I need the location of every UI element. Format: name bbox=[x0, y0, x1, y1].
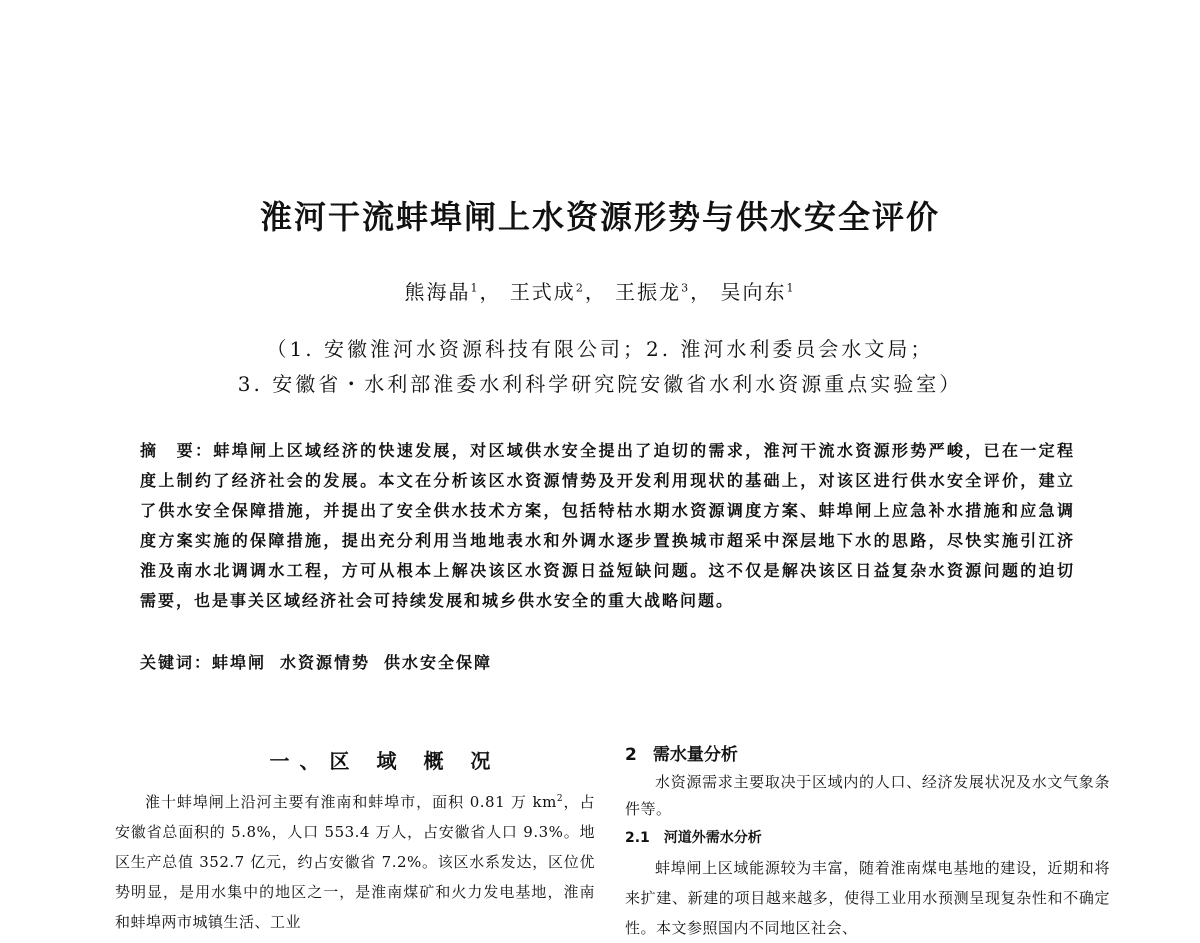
subsection-heading bbox=[625, 823, 1110, 853]
left-column bbox=[115, 745, 595, 937]
paper-title: 淮河干流蚌埠闸上水资源形势与供水安全评价 bbox=[259, 198, 940, 236]
paragraph-text-part: 淮十蚌埠闸上沿河主要有淮南和蚌埠市，面积 0.81 万 km bbox=[145, 793, 557, 811]
right-column bbox=[625, 741, 1110, 943]
keyword: 蚌埠闸 bbox=[212, 653, 267, 672]
author-name: 熊海晶 bbox=[404, 280, 471, 304]
body-paragraph bbox=[115, 784, 595, 937]
author-separator: ， bbox=[690, 280, 713, 304]
author-name: 吴向东 bbox=[720, 280, 787, 304]
keyword: 供水安全保障 bbox=[384, 653, 493, 672]
section-heading bbox=[625, 741, 1110, 769]
abstract bbox=[140, 436, 1075, 616]
abstract-label: 摘 要： bbox=[140, 441, 214, 460]
section-number: 2 bbox=[625, 745, 637, 765]
affiliation-line-1: （1. 安徽淮河水资源科技有限公司；2. 淮河水利委员会水文局； bbox=[266, 337, 934, 361]
affiliation-mark: 3 bbox=[681, 281, 691, 295]
affiliation-line-2: 3. 安徽省・水利部淮委水利科学研究院安徽省水利水资源重点实验室） bbox=[237, 372, 963, 396]
subsection-title: 河道外需水分析 bbox=[663, 830, 762, 846]
affiliation-mark: 1 bbox=[786, 281, 796, 295]
superscript: 2 bbox=[556, 794, 564, 804]
affiliation-mark: 1 bbox=[470, 281, 480, 295]
author-list bbox=[0, 276, 1200, 305]
section-heading: 一、区 域 概 况 bbox=[269, 749, 501, 773]
keyword: 水资源情势 bbox=[280, 653, 371, 672]
author-separator: ， bbox=[584, 280, 607, 304]
section-title: 需水量分析 bbox=[652, 745, 738, 765]
subsection-number: 2.1 bbox=[625, 830, 650, 846]
body-paragraph: 蚌埠闸上区域能源较为丰富，随着淮南煤电基地的建设，近期和将来扩建、新建的项目越来越多，使得工业用水预测呈现复杂性和不确定性。本文参照国内不同地区社会、 bbox=[625, 859, 1110, 937]
keywords-label: 关键词： bbox=[140, 653, 213, 672]
body-paragraph: 水资源需求主要取决于区域内的人口、经济发展状况及水文气象条件等。 bbox=[625, 773, 1110, 818]
affiliation-mark: 2 bbox=[575, 281, 585, 295]
author-name: 王振龙 bbox=[615, 280, 682, 304]
author-separator: ， bbox=[479, 280, 502, 304]
paragraph-text-part: ，占安徽省总面积的 5.8%，人口 553.4 万人，占安徽省人口 9.3%。地区生产总值 352.7 亿元，约占安徽省 7.2%。该区水系发达，区位优势明显，是用水集中的地区之一，是淮南煤矿和火力发电基地，淮南和蚌埠两市城镇生活、工业 bbox=[115, 793, 595, 931]
abstract-text: 蚌埠闸上区域经济的快速发展，对区域供水安全提出了迫切的需求，淮河干流水资源形势严峻，已在一定程度上制约了经济社会的发展。本文在分析该区水资源情势及开发利用现状的基础上，对该区进行供水安全评价，建立了供水安全保障措施，并提出了安全供水技术方案，包括特枯水期水资源调度方案、蚌埠闸上应急补水措施和应急调度方案实施的保障措施，提出充分利用当地地表水和外调水逐步置换城市超采中深层地下水的思路，尽快实施引江济淮及南水北调调水工程，方可从根本上解决该区水资源日益短缺问题。这不仅是解决该区日益复杂水资源问题的迫切需要，也是事关区域经济社会可持续发展和城乡供水安全的重大战略问题。 bbox=[140, 441, 1075, 610]
keywords bbox=[140, 650, 506, 673]
author-name: 王式成 bbox=[509, 280, 576, 304]
